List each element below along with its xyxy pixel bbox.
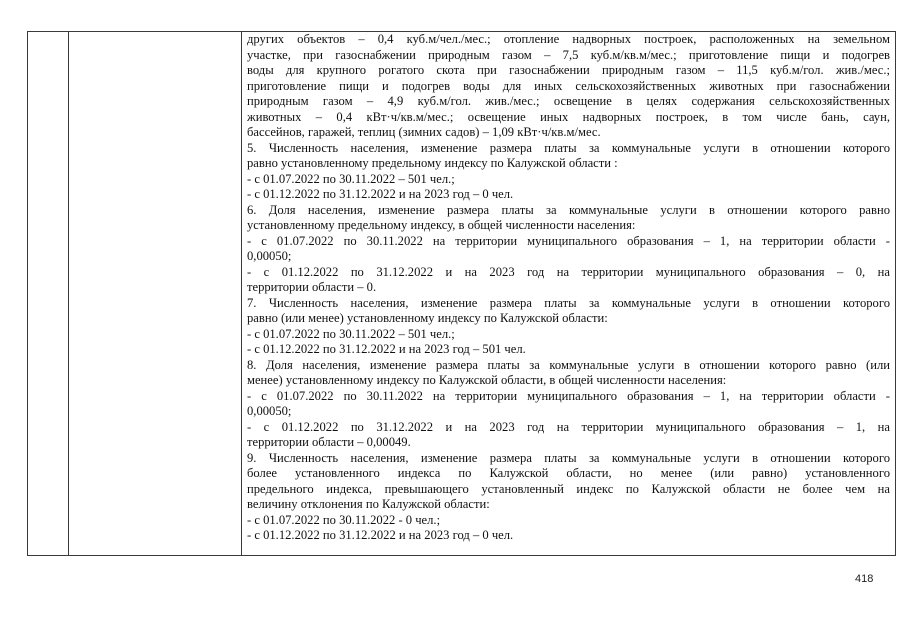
text-line: равно (или менее) установленному индексу по Калужской области: <box>247 311 608 325</box>
text-line: приготовление пищи и подогрев воды для иных сельскохозяйственных животных при газоснабжении <box>247 78 890 93</box>
text-line: 8. Доля населения, изменение размера платы за коммунальные услуги в отношении которого равно (или <box>247 357 890 372</box>
text-line: территории области – 0,00049. <box>247 435 411 449</box>
page-number: 418 <box>855 573 874 585</box>
text-line: предельного индекса, превышающего установленный индекс по Калужской области не более чем на <box>247 481 890 496</box>
text-line: равно установленному предельному индексу по Калужской области : <box>247 156 618 170</box>
text-line: более установленного индекса по Калужской области, но менее (или равно) установленного <box>247 466 890 480</box>
text-line: - с 01.07.2022 по 30.11.2022 - 0 чел.; <box>247 512 441 527</box>
table-cell-name <box>69 32 242 556</box>
text-line: других объектов – 0,4 куб.м/чел./мес.; отопление надворных построек, расположенных на земельном <box>247 32 890 46</box>
text-line: - с 01.12.2022 по 31.12.2022 и на 2023 год на территории муниципального образования – 1, на <box>247 419 890 434</box>
text-line: 0,00050; <box>247 404 292 418</box>
text-line: - с 01.12.2022 по 31.12.2022 и на 2023 год на территории муниципального образования – 0, на <box>247 264 890 279</box>
text-line: природным газом – 4,9 куб.м/гол. жив./мес.; освещение в целях содержания сельскохозяйственных <box>247 94 890 108</box>
text-line: 5. Численность населения, изменение размера платы за коммунальные услуги в отношении которого <box>247 140 890 155</box>
text-line: - с 01.07.2022 по 30.11.2022 на территории муниципального образования – 1, на территории области - <box>247 388 890 403</box>
text-line: - с 01.12.2022 по 31.12.2022 и на 2023 год – 0 чел. <box>247 528 514 542</box>
text-line: менее) установленному индексу по Калужской области, в общей численности населения: <box>247 373 727 387</box>
table-cell-number <box>28 32 69 556</box>
text-line: 7. Численность населения, изменение размера платы за коммунальные услуги в отношении которого <box>247 295 890 310</box>
text-block <box>247 32 890 544</box>
table-row <box>28 32 896 556</box>
text-line: участке, при газоснабжении природным газом – 7,5 куб.м/кв.м/мес.; приготовление пищи и подогрев <box>247 47 890 62</box>
document-table <box>27 31 896 556</box>
table-cell-text <box>242 32 896 556</box>
text-line: 6. Доля населения, изменение размера платы за коммунальные услуги в отношении которого равно <box>247 202 890 217</box>
text-line: - с 01.07.2022 по 30.11.2022 на территории муниципального образования – 1, на территории области - <box>247 233 890 248</box>
text-line: 0,00050; <box>247 249 292 263</box>
text-line: территории области – 0. <box>247 280 377 294</box>
text-line: - с 01.12.2022 по 31.12.2022 и на 2023 год – 501 чел. <box>247 342 526 356</box>
text-line: воды для крупного рогатого скота при газоснабжении природным газом – 11,5 куб.м/гол. жив./мес.; <box>247 63 890 77</box>
text-line: - с 01.07.2022 по 30.11.2022 – 501 чел.; <box>247 326 455 341</box>
text-line: животных – 0,4 кВт·ч/кв.м/мес.; освещение иных надворных построек, в том числе бань, саун, <box>247 109 890 124</box>
text-line: величину отклонения по Калужской области: <box>247 497 490 511</box>
text-line: - с 01.07.2022 по 30.11.2022 – 501 чел.; <box>247 171 455 186</box>
text-line: установленному предельному индексу, в общей численности населения: <box>247 218 636 232</box>
text-line: бассейнов, гаражей, теплиц (зимних садов) – 1,09 кВт·ч/кв.м/мес. <box>247 125 601 139</box>
text-line: - с 01.12.2022 по 31.12.2022 и на 2023 год – 0 чел. <box>247 187 514 201</box>
text-line: 9. Численность населения, изменение размера платы за коммунальные услуги в отношении которого <box>247 450 890 465</box>
